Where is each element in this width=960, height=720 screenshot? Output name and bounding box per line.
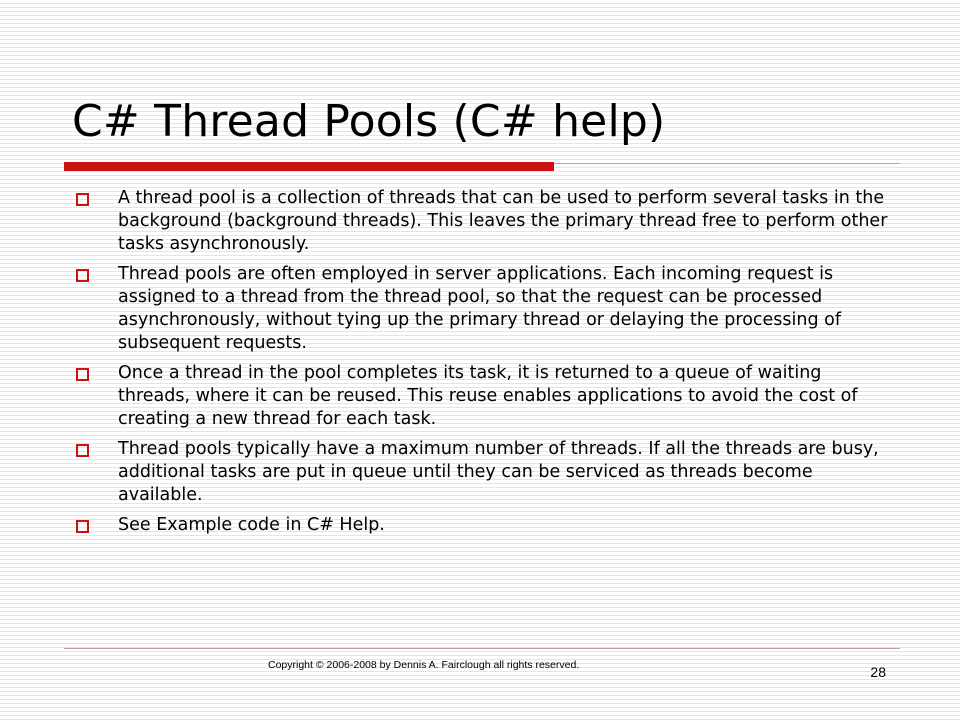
title-underline-thin bbox=[554, 163, 900, 164]
hollow-square-bullet-icon bbox=[76, 193, 89, 206]
bullet-item bbox=[72, 514, 892, 537]
hollow-square-bullet-icon bbox=[76, 520, 89, 533]
bullet-text: Once a thread in the pool completes its task, it is returned to a queue of waiting threads, where it can be reused. This reuse enables applications to avoid the cost of creating a new thread for each task. bbox=[118, 363, 858, 429]
hollow-square-bullet-icon bbox=[76, 444, 89, 457]
bullet-item bbox=[72, 187, 892, 256]
slide-title: C# Thread Pools (C# help) bbox=[72, 96, 666, 147]
footer-divider bbox=[64, 648, 900, 649]
bullet-list bbox=[72, 187, 892, 544]
bullet-text: See Example code in C# Help. bbox=[118, 515, 385, 535]
copyright-notice: Copyright © 2006-2008 by Dennis A. Fairclough all rights reserved. bbox=[268, 659, 580, 671]
hollow-square-bullet-icon bbox=[76, 269, 89, 282]
bullet-text: Thread pools are often employed in server applications. Each incoming request is assigned to a thread from the thread pool, so that the request can be processed asynchronously, without tying up the primary thread or delaying the processing of subsequent requests. bbox=[118, 264, 842, 353]
title-underline-accent bbox=[64, 162, 554, 171]
bullet-text: A thread pool is a collection of threads that can be used to perform several tasks in the background (background threads). This leaves the primary thread free to perform other tasks asynchronously. bbox=[118, 188, 888, 254]
bullet-text: Thread pools typically have a maximum number of threads. If all the threads are busy, additional tasks are put in queue until they can be serviced as threads become available. bbox=[118, 439, 879, 505]
page-number: 28 bbox=[870, 664, 886, 680]
bullet-item bbox=[72, 263, 892, 355]
hollow-square-bullet-icon bbox=[76, 368, 89, 381]
bullet-item bbox=[72, 438, 892, 507]
bullet-item bbox=[72, 362, 892, 431]
